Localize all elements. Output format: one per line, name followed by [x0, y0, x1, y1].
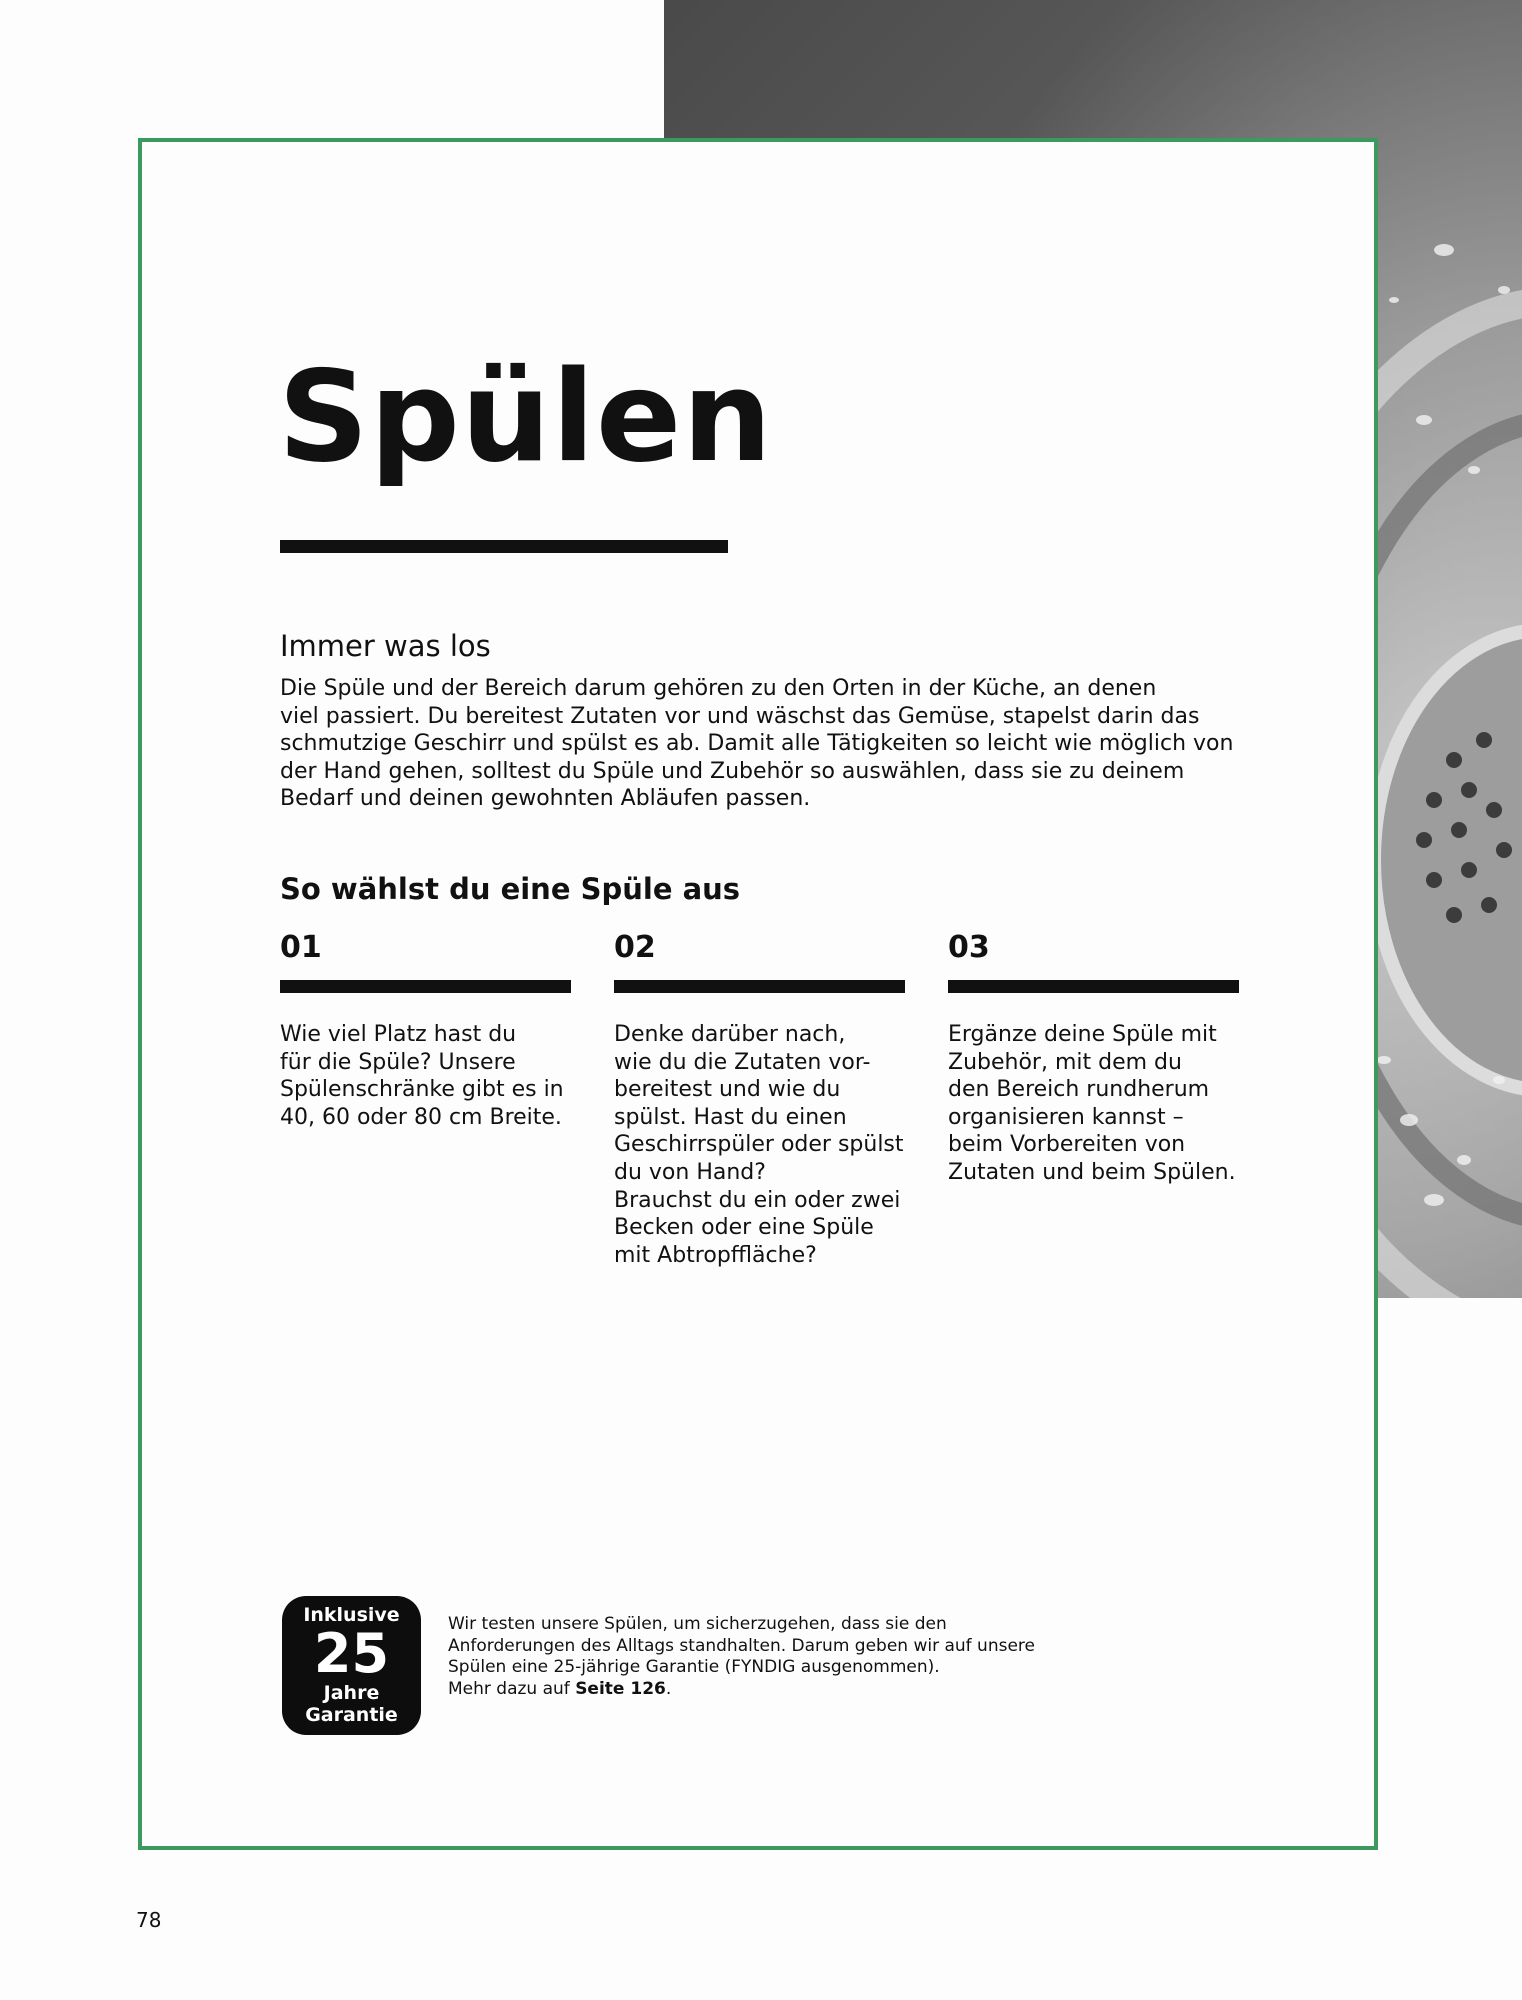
step-text: Denke darüber nach, wie du die Zutaten vor- bereitest und wie du spülst. Hast du einen Geschirrspüler oder spülst du von Hand? Brauchst du ein oder zwei Becken oder eine Spüle mit Abtropffläche?	[614, 1022, 904, 1268]
page-reference-link[interactable]: Seite 126	[575, 1678, 666, 1699]
step-divider	[280, 980, 571, 993]
step-number: 02	[614, 930, 656, 965]
step-03	[948, 928, 1248, 1187]
step-divider	[948, 980, 1239, 993]
guarantee-badge	[282, 1596, 421, 1735]
guarantee-end: .	[665, 1678, 672, 1699]
step-number: 01	[280, 930, 322, 965]
page-title: Spülen	[278, 343, 773, 490]
step-text: Wie viel Platz hast du für die Spüle? Unsere Spülenschränke gibt es in 40, 60 oder 80 cm Breite.	[280, 1022, 564, 1130]
intro-heading: Immer was los	[280, 629, 491, 663]
badge-years: 25	[313, 1622, 390, 1685]
intro-paragraph: Die Spüle und der Bereich darum gehören zu den Orten in der Küche, an denen viel passiert. Du bereitest Zutaten vor und wäschst das Gemüse, stapelst darin das schmutzige Geschirr und spülst es ab. Damit alle Tätigkeiten so leicht wie möglich von der Hand gehen, solltest du Spüle und Zubehör so auswählen, dass sie zu deinem Bedarf und deinen gewohnten Abläufen passen.	[280, 676, 1234, 812]
badge-label-top: Inklusive	[303, 1604, 400, 1626]
guarantee-text	[448, 1614, 1068, 1700]
guarantee-body: Wir testen unsere Spülen, um sicherzugehen, dass sie den Anforderungen des Alltags standhalten. Darum geben wir auf unsere Spülen eine 25-jährige Garantie (FYNDIG ausgenommen). Mehr dazu auf	[448, 1614, 1035, 1699]
steps-heading: So wählst du eine Spüle aus	[280, 872, 741, 906]
badge-label-years: Jahre	[323, 1682, 380, 1704]
step-number: 03	[948, 930, 990, 965]
step-text: Ergänze deine Spüle mit Zubehör, mit dem du den Bereich rundherum organisieren kannst – beim Vorbereiten von Zutaten und beim Spülen.	[948, 1022, 1236, 1185]
title-divider	[280, 540, 728, 553]
step-divider	[614, 980, 905, 993]
badge-label-guarantee: Garantie	[305, 1704, 398, 1726]
step-02	[614, 928, 914, 1269]
step-01	[280, 928, 580, 1131]
page-number: 78	[136, 1908, 162, 1932]
